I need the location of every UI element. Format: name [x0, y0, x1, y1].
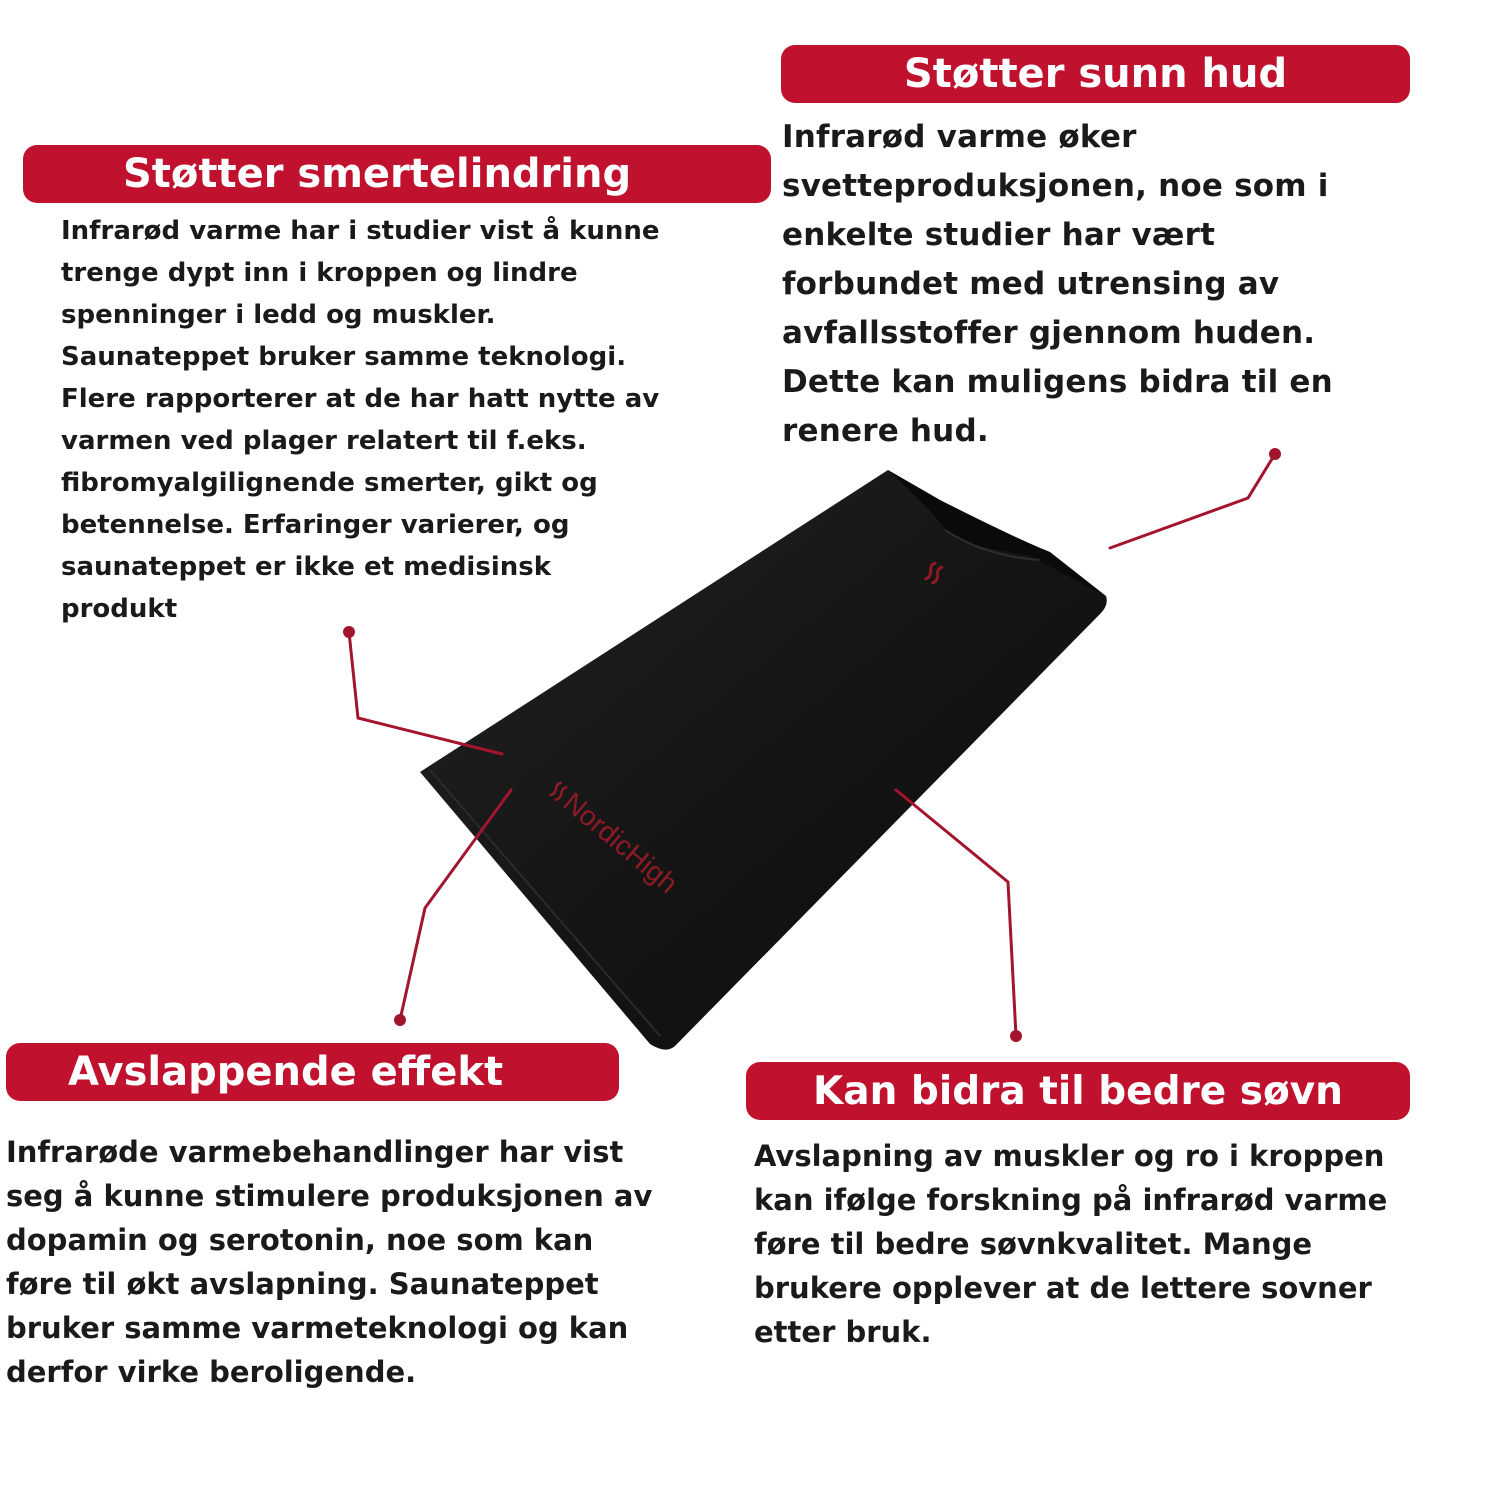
feature-text-line: Infrarød varme øker	[782, 119, 1137, 155]
feature-text-line: avfallsstoffer gjennom huden.	[782, 315, 1316, 351]
feature-text-line: betennelse. Erfaringer varierer, og	[61, 510, 570, 540]
callout-dot-relax	[394, 1014, 406, 1026]
feature-text-line: enkelte studier har vært	[782, 217, 1216, 253]
feature-title-relax-text: Avslappende effekt	[68, 1049, 504, 1095]
feature-text-line: svetteproduksjonen, noe som i	[782, 168, 1329, 204]
callout-line-sleep	[896, 790, 1016, 1036]
feature-text-line: dopamin og serotonin, noe som kan	[6, 1223, 594, 1257]
feature-text-line: derfor virke beroligende.	[6, 1355, 417, 1389]
feature-text-line: saunateppet er ikke et medisinsk	[61, 552, 552, 582]
feature-text-line: Infrarøde varmebehandlinger har vist	[6, 1135, 624, 1169]
feature-title-relax	[6, 1043, 619, 1101]
feature-text-line: Dette kan muligens bidra til en	[782, 364, 1333, 400]
feature-text-line: Infrarød varme har i studier vist å kunne	[61, 216, 660, 246]
brand-name: NordicHigh	[557, 786, 684, 900]
feature-text-line: varmen ved plager relatert til f.eks.	[61, 426, 587, 456]
feature-text-line: trenge dypt inn i kroppen og lindre	[61, 258, 578, 288]
feature-title-sleep	[746, 1062, 1410, 1120]
feature-text-line: etter bruk.	[754, 1315, 932, 1349]
feature-text-line: renere hud.	[782, 413, 989, 449]
feature-text-line: Flere rapporterer at de har hatt nytte av	[61, 384, 660, 414]
callout-dot-sleep	[1010, 1030, 1022, 1042]
feature-text-line: forbundet med utrensing av	[782, 266, 1280, 302]
feature-text-pain	[61, 210, 660, 630]
feature-title-skin	[781, 45, 1410, 103]
feature-text-line: bruker samme varmeteknologi og kan	[6, 1311, 629, 1345]
feature-text-line: Saunateppet bruker samme teknologi.	[61, 342, 627, 372]
feature-title-pain	[23, 145, 771, 203]
feature-text-line: brukere opplever at de lettere sovner	[754, 1271, 1372, 1305]
feature-text-skin	[782, 113, 1333, 456]
feature-text-line: kan ifølge forskning på infrarød varme	[754, 1183, 1388, 1217]
feature-text-line: Avslapning av muskler og ro i kroppen	[754, 1139, 1385, 1173]
feature-text-line: fibromyalgilignende smerter, gikt og	[61, 468, 598, 498]
feature-title-sleep-text: Kan bidra til bedre søvn	[813, 1068, 1343, 1114]
feature-text-relax	[6, 1130, 652, 1394]
feature-text-line: produkt	[61, 594, 178, 624]
feature-text-line: føre til økt avslapning. Saunateppet	[6, 1267, 599, 1301]
feature-text-line: seg å kunne stimulere produksjonen av	[6, 1179, 653, 1213]
feature-text-sleep	[754, 1134, 1387, 1354]
feature-text-line: føre til bedre søvnkvalitet. Mange	[754, 1227, 1313, 1261]
feature-text-line: spenninger i ledd og muskler.	[61, 300, 496, 330]
feature-title-skin-text: Støtter sunn hud	[903, 51, 1288, 97]
feature-title-pain-text: Støtter smertelindring	[123, 151, 632, 197]
callout-line-skin	[1110, 454, 1275, 548]
